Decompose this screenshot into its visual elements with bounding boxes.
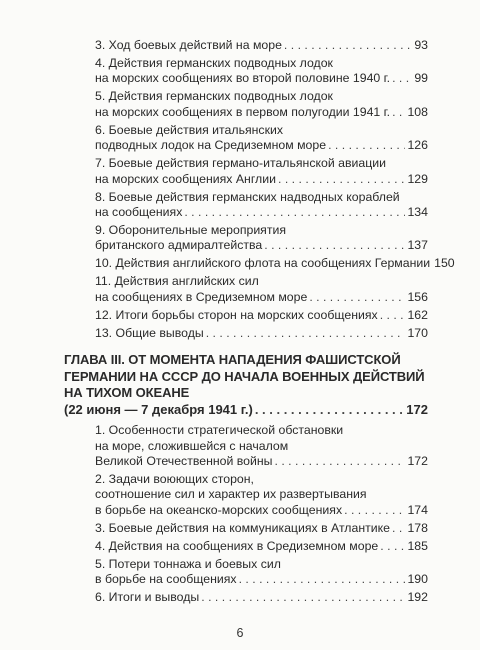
toc-entry	[64, 123, 428, 154]
toc-entry	[64, 472, 428, 518]
toc-entry-title-line: 1. Особенности стратегической обстановки	[95, 423, 344, 438]
toc-entry-row	[95, 238, 428, 253]
toc-entry-title: Великой Отечественной войны	[95, 454, 273, 469]
toc-entry-title-line: 2. Задачи воюющих сторон,	[95, 472, 254, 487]
chapter-page-number: 172	[406, 401, 428, 417]
toc-entry-page-number: 162	[407, 307, 428, 322]
dot-leader	[264, 238, 405, 253]
toc-entry-row	[95, 572, 428, 587]
toc-entry-title-line: соотношение сил и характер их развертывания	[95, 487, 367, 502]
toc-entry-page-number: 170	[407, 325, 428, 340]
toc-entry-page-number: 185	[407, 538, 428, 553]
toc-entry-title: на морских сообщениях во второй половине 1940 г.	[95, 71, 391, 86]
toc-entry-page-number: 137	[407, 238, 428, 253]
toc-entry-page-number: 174	[407, 502, 428, 517]
toc-entry-row	[95, 138, 428, 153]
toc-entry-title: на морских сообщениях в первом полугодии 1941 г.	[95, 104, 391, 119]
dot-leader	[184, 205, 405, 220]
chapter-last-line	[64, 402, 428, 419]
toc-entry	[64, 423, 428, 469]
toc-entry-row	[95, 326, 428, 341]
toc-entry	[64, 89, 428, 120]
toc-entry-title-line: 8. Боевые действия германских надводных кораблей	[95, 189, 400, 204]
toc-entry-title-line: 9. Оборонительные мероприятия	[95, 223, 287, 238]
toc-entry-page-number: 156	[407, 289, 428, 304]
toc-entry-title: в борьбе на океанско-морских сообщениях	[95, 502, 343, 517]
toc-entry-title-line: 7. Боевые действия германо-итальянской авиации	[95, 156, 386, 171]
dot-leader	[392, 521, 405, 536]
toc-entry-title: на морских сообщениях Англии	[95, 171, 276, 186]
toc-entry-row	[95, 521, 428, 536]
toc-entry-title: 12. Итоги борьбы сторон на морских сообщениях	[95, 307, 378, 322]
toc-entry	[64, 56, 428, 87]
dot-leader	[255, 402, 404, 419]
toc-chapter-heading	[64, 352, 428, 418]
toc-entry	[64, 557, 428, 588]
toc-entry-title: 10. Действия английского флота на сообщениях Германии	[95, 256, 431, 271]
chapter-title-line: ГЕРМАНИИ НА СССР ДО НАЧАЛА ВОЕННЫХ ДЕЙСТВИЙ	[64, 368, 425, 384]
toc-entry-title: 4. Действия на сообщениях в Средиземном море	[95, 538, 379, 553]
dot-leader	[284, 38, 412, 53]
toc-entry-title-line: 5. Потери тоннажа и боевых сил	[95, 556, 281, 571]
chapter-title-line: ГЛАВА III. ОТ МОМЕНТА НАПАДЕНИЯ ФАШИСТСКОЙ	[64, 352, 401, 368]
toc-entry-row	[95, 454, 428, 469]
toc-entry-page-number: 150	[434, 256, 455, 271]
toc-entry	[64, 38, 428, 53]
table-of-contents	[64, 38, 455, 608]
page-number: 6	[236, 626, 244, 640]
toc-sections-after	[64, 423, 428, 605]
toc-entry-page-number: 172	[407, 454, 428, 469]
toc-entry-title: 3. Ход боевых действий на море	[95, 38, 282, 52]
toc-entry-title: на сообщениях	[95, 205, 183, 220]
dot-leader	[344, 503, 405, 518]
toc-entry-page-number: 178	[407, 520, 428, 535]
toc-entry-row	[95, 71, 428, 86]
toc-entry-title: в борьбе на сообщениях	[95, 572, 237, 587]
toc-entry	[64, 308, 428, 323]
dot-leader	[239, 572, 406, 587]
toc-entry-page-number: 129	[407, 171, 428, 186]
toc-entry	[64, 156, 428, 187]
dot-leader	[278, 172, 405, 187]
toc-entry-page-number: 192	[407, 590, 428, 605]
toc-entry-page-number: 93	[414, 38, 428, 52]
toc-entry	[64, 190, 428, 221]
toc-entry-page-number: 190	[407, 572, 428, 587]
toc-entry-row	[95, 308, 428, 323]
toc-entry	[64, 256, 455, 271]
toc-entry-title-line: 6. Боевые действия итальянских	[95, 122, 283, 137]
toc-entry-page-number: 108	[407, 104, 428, 119]
toc-entry	[64, 539, 428, 554]
toc-entry-title: британского адмиралтейства	[95, 238, 263, 253]
toc-entry-title-line: на море, сложившейся с началом	[95, 438, 289, 453]
toc-entry-title: 13. Общие выводы	[95, 325, 204, 340]
toc-entry	[64, 223, 428, 254]
dot-leader	[392, 71, 412, 86]
dot-leader	[380, 539, 405, 554]
dot-leader	[275, 454, 406, 469]
chapter-title-line: НА ТИХОМ ОКЕАНЕ	[64, 385, 190, 401]
toc-entry-row	[95, 172, 428, 187]
dot-leader	[309, 290, 405, 305]
toc-entry-title-line: 4. Действия германских подводных лодок	[95, 56, 333, 70]
toc-entry	[64, 590, 428, 605]
toc-entry-row	[95, 205, 428, 220]
toc-entry-row	[95, 503, 428, 518]
dot-leader	[380, 308, 406, 323]
toc-entry-page-number: 126	[407, 138, 428, 153]
toc-entry	[64, 326, 428, 341]
chapter-dates: (22 июня — 7 декабря 1941 г.)	[64, 401, 253, 417]
toc-entry-page-number: 99	[414, 71, 428, 86]
toc-entry-title: 3. Боевые действия на коммуникациях в Атлантике	[95, 520, 390, 535]
toc-entry-page-number: 134	[407, 205, 428, 220]
toc-entry-row	[95, 38, 428, 53]
dot-leader	[328, 138, 405, 153]
dot-leader	[206, 326, 406, 341]
toc-entry-title: 6. Итоги и выводы	[95, 590, 200, 605]
toc-entry-title: на сообщениях в Средиземном море	[95, 289, 308, 304]
toc-entry	[64, 274, 428, 305]
toc-entry-title: подводных лодок на Средиземном море	[95, 138, 327, 153]
toc-entry-row	[95, 256, 455, 271]
toc-entry-title-line: 5. Действия германских подводных лодок	[95, 89, 333, 104]
toc-entry-row	[95, 539, 428, 554]
toc-entry-row	[95, 105, 428, 120]
dot-leader	[201, 590, 405, 605]
dot-leader	[392, 105, 405, 120]
toc-entry-row	[95, 290, 428, 305]
toc-entry-row	[95, 590, 428, 605]
toc-sections-before	[64, 38, 455, 341]
toc-entry-title-line: 11. Действия английских сил	[95, 274, 259, 289]
toc-entry	[64, 521, 428, 536]
